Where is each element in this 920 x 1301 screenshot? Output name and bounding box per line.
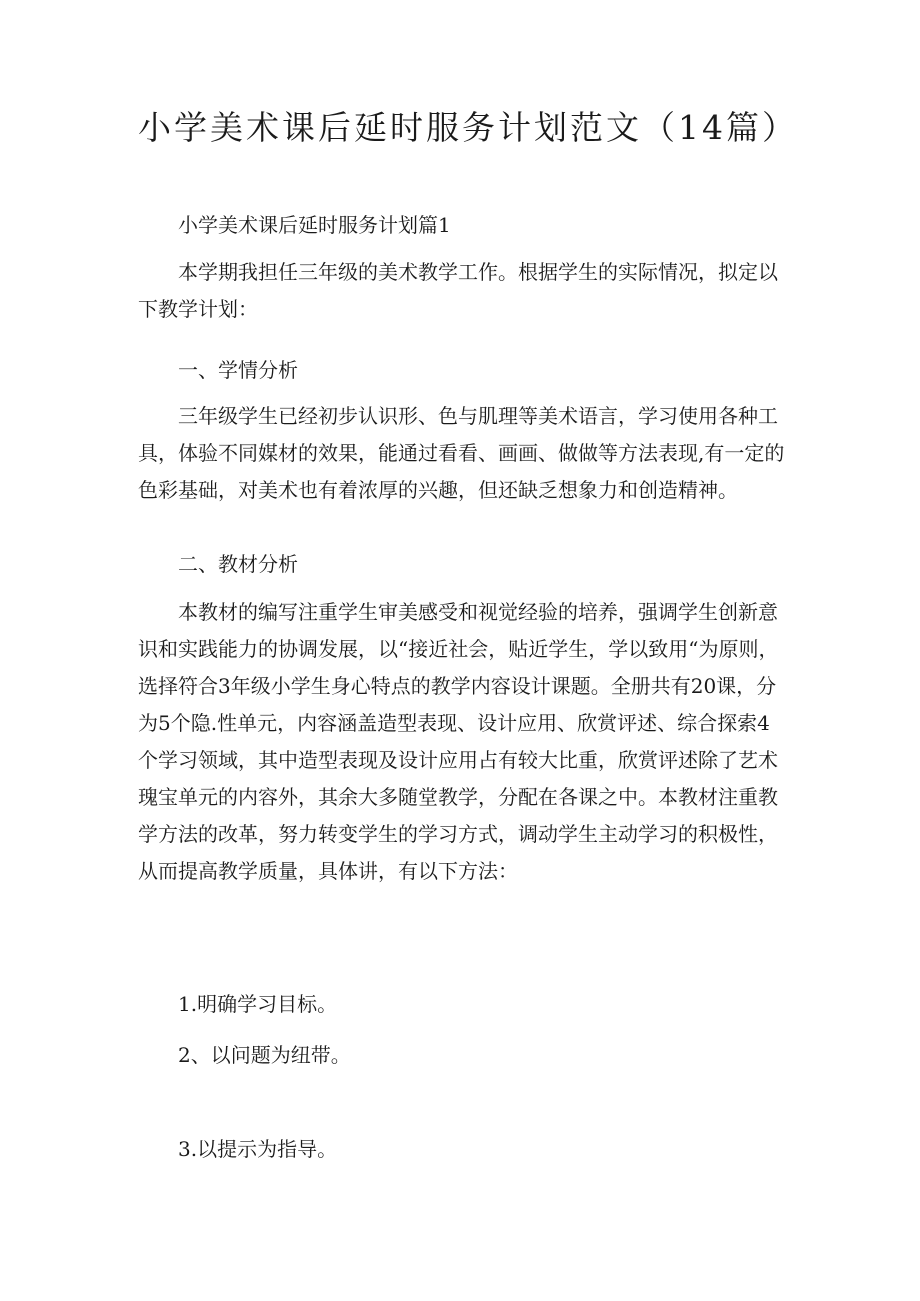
list-item-1: 1.明确学习目标。 <box>178 992 338 1016</box>
text-line: 从而提高教学质量，具体讲，有以下方法： <box>138 859 518 883</box>
text-line: 下教学计划： <box>138 297 258 321</box>
section-heading: 小学美术课后延时服务计划篇1 <box>178 213 451 237</box>
text-line: 本教材的编写注重学生审美感受和视觉经验的培养，强调学生创新意 <box>178 600 778 624</box>
text-line: 色彩基础，对美术也有着浓厚的兴趣，但还缺乏想象力和创造精神。 <box>138 478 738 502</box>
intro-paragraph <box>138 254 788 328</box>
document-title: 小学美术课后延时服务计划范文（14篇） <box>138 108 798 147</box>
text-line: 瑰宝单元的内容外，其余大多随堂教学，分配在各课之中。本教材注重教 <box>138 785 778 809</box>
text-line: 本学期我担任三年级的美术教学工作。根据学生的实际情况，拟定以 <box>178 260 778 284</box>
list-item-3: 3.以提示为指导。 <box>178 1137 338 1161</box>
text-line: 选择符合3年级小学生身心特点的教学内容设计课题。全册共有20课，分 <box>138 674 777 698</box>
learning-analysis-paragraph <box>138 398 788 509</box>
heading-learning-analysis: 一、学情分析 <box>178 358 298 382</box>
list-item-2: 2、以问题为纽带。 <box>178 1043 351 1067</box>
textbook-analysis-paragraph <box>138 594 788 890</box>
text-line: 学方法的改革，努力转变学生的学习方式，调动学生主动学习的积极性， <box>138 822 778 846</box>
text-line: 三年级学生已经初步认识形、色与肌理等美术语言，学习使用各种工 <box>178 404 778 428</box>
text-line: 为5个隐.性单元，内容涵盖造型表现、设计应用、欣赏评述、综合探索4 <box>138 711 770 735</box>
text-line: 具，体验不同媒材的效果，能通过看看、画画、做做等方法表现,有一定的 <box>138 441 785 465</box>
heading-textbook-analysis: 二、教材分析 <box>178 552 298 576</box>
text-line: 个学习领域，其中造型表现及设计应用占有较大比重，欣赏评述除了艺术 <box>138 748 778 772</box>
text-line: 识和实践能力的协调发展，以“接近社会，贴近学生，学以致用“为原则， <box>138 637 779 661</box>
